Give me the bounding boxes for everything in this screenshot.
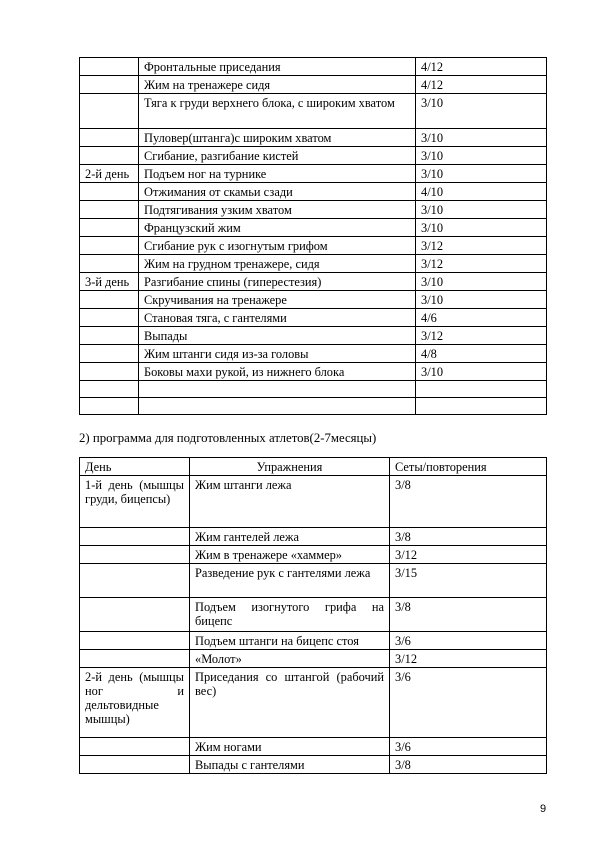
- cell-exercise: Французский жим: [139, 219, 416, 237]
- cell-exercise: Жим на тренажере сидя: [139, 76, 416, 94]
- cell-sets: 3/8: [390, 476, 547, 528]
- cell-exercise: Разведение рук с гантелями лежа: [190, 564, 390, 598]
- section-caption: 2) программа для подготовленных атлетов(2-7месяцы): [79, 431, 377, 445]
- table-row: [80, 546, 547, 564]
- cell-sets: 3/8: [390, 756, 547, 774]
- table-program-2: [79, 457, 547, 774]
- table-row: [80, 58, 547, 76]
- cell-sets: 3/10: [416, 147, 547, 165]
- cell-exercise: Выпады с гантелями: [190, 756, 390, 774]
- cell-sets: 3/10: [416, 129, 547, 147]
- cell-sets: 3/12: [390, 546, 547, 564]
- table-header-row: [80, 458, 547, 476]
- cell-exercise: Жим гантелей лежа: [190, 528, 390, 546]
- table-row: [80, 345, 547, 363]
- cell-exercise: [139, 398, 416, 415]
- cell-exercise: Жим штанги лежа: [190, 476, 390, 528]
- cell-sets: 3/12: [416, 237, 547, 255]
- cell-sets: 3/10: [416, 219, 547, 237]
- cell-sets: 3/10: [416, 273, 547, 291]
- cell-day: [80, 381, 139, 398]
- cell-exercise: Выпады: [139, 327, 416, 345]
- table-row: [80, 363, 547, 381]
- table-row: [80, 165, 547, 183]
- cell-sets: 3/6: [390, 632, 547, 650]
- table-row: [80, 398, 547, 415]
- cell-day: 1-й день (мышцы груди, бицепсы): [80, 476, 190, 528]
- cell-sets: 4/6: [416, 309, 547, 327]
- table-row: [80, 147, 547, 165]
- cell-day: [80, 632, 190, 650]
- cell-exercise: Жим на грудном тренажере, сидя: [139, 255, 416, 273]
- cell-exercise: Жим ногами: [190, 738, 390, 756]
- cell-day: [80, 94, 139, 129]
- cell-day: 3-й день: [80, 273, 139, 291]
- cell-exercise: Подъем ног на турнике: [139, 165, 416, 183]
- page-number: 9: [540, 803, 547, 815]
- cell-sets: 3/12: [390, 650, 547, 668]
- cell-exercise: Подтягивания узким хватом: [139, 201, 416, 219]
- table-row: [80, 309, 547, 327]
- cell-exercise: «Молот»: [190, 650, 390, 668]
- cell-exercise: Жим штанги сидя из-за головы: [139, 345, 416, 363]
- cell-day: [80, 650, 190, 668]
- table-row: [80, 476, 547, 528]
- table-row: [80, 564, 547, 598]
- cell-day: [80, 564, 190, 598]
- cell-exercise: Жим в тренажере «хаммер»: [190, 546, 390, 564]
- cell-day: [80, 327, 139, 345]
- table-row: [80, 381, 547, 398]
- table-row: [80, 598, 547, 632]
- table-program-1: [79, 57, 547, 415]
- cell-sets: 3/12: [416, 255, 547, 273]
- cell-day: [80, 255, 139, 273]
- cell-day: [80, 345, 139, 363]
- table-row: [80, 201, 547, 219]
- cell-day: [80, 76, 139, 94]
- cell-exercise: Приседания со штангой (рабочий вес): [190, 668, 390, 738]
- cell-exercise: Скручивания на тренажере: [139, 291, 416, 309]
- cell-day: [80, 291, 139, 309]
- cell-exercise: Боковы махи рукой, из нижнего блока: [139, 363, 416, 381]
- cell-sets: 3/10: [416, 363, 547, 381]
- table-row: [80, 76, 547, 94]
- cell-exercise: Разгибание спины (гиперестезия): [139, 273, 416, 291]
- cell-exercise: Становая тяга, с гантелями: [139, 309, 416, 327]
- cell-exercise: Отжимания от скамьи сзади: [139, 183, 416, 201]
- header-exercise: Упражнения: [190, 458, 390, 476]
- cell-sets: 4/10: [416, 183, 547, 201]
- cell-day: [80, 363, 139, 381]
- cell-sets: [416, 381, 547, 398]
- cell-exercise: Фронтальные приседания: [139, 58, 416, 76]
- cell-day: [80, 201, 139, 219]
- table-row: [80, 273, 547, 291]
- cell-day: [80, 598, 190, 632]
- cell-exercise: Сгибание рук с изогнутым грифом: [139, 237, 416, 255]
- cell-sets: 3/8: [390, 528, 547, 546]
- table-row: [80, 756, 547, 774]
- cell-day: [80, 756, 190, 774]
- table-row: [80, 650, 547, 668]
- table-row: [80, 528, 547, 546]
- table-row: [80, 327, 547, 345]
- cell-sets: 4/12: [416, 58, 547, 76]
- cell-day: [80, 237, 139, 255]
- cell-day: [80, 546, 190, 564]
- table-row: [80, 738, 547, 756]
- cell-sets: 3/8: [390, 598, 547, 632]
- cell-day: [80, 219, 139, 237]
- table-row: [80, 219, 547, 237]
- cell-sets: 3/10: [416, 291, 547, 309]
- cell-day: [80, 147, 139, 165]
- cell-sets: 3/10: [416, 201, 547, 219]
- cell-exercise: Подъем штанги на бицепс стоя: [190, 632, 390, 650]
- cell-day: 2-й день: [80, 165, 139, 183]
- cell-sets: 3/6: [390, 738, 547, 756]
- cell-day: [80, 58, 139, 76]
- cell-sets: 4/8: [416, 345, 547, 363]
- table-row: [80, 632, 547, 650]
- cell-sets: 4/12: [416, 76, 547, 94]
- cell-exercise: Подъем изогнутого грифа на бицепс: [190, 598, 390, 632]
- cell-day: [80, 738, 190, 756]
- table-row: [80, 291, 547, 309]
- cell-sets: 3/10: [416, 165, 547, 183]
- header-day: День: [80, 458, 190, 476]
- table-row: [80, 237, 547, 255]
- cell-day: [80, 528, 190, 546]
- cell-day: 2-й день (мышцы ног и дельтовидные мышцы): [80, 668, 190, 738]
- cell-day: [80, 129, 139, 147]
- table-row: [80, 668, 547, 738]
- cell-day: [80, 183, 139, 201]
- cell-exercise: Пуловер(штанга)с широким хватом: [139, 129, 416, 147]
- cell-exercise: Тяга к груди верхнего блока, с широким хватом: [139, 94, 416, 129]
- cell-sets: 3/6: [390, 668, 547, 738]
- table-row: [80, 94, 547, 129]
- cell-day: [80, 398, 139, 415]
- cell-exercise: Сгибание, разгибание кистей: [139, 147, 416, 165]
- cell-exercise: [139, 381, 416, 398]
- cell-sets: [416, 398, 547, 415]
- table-row: [80, 183, 547, 201]
- cell-sets: 3/10: [416, 94, 547, 129]
- header-sets: Сеты/повторения: [390, 458, 547, 476]
- cell-day: [80, 309, 139, 327]
- cell-sets: 3/12: [416, 327, 547, 345]
- table-row: [80, 255, 547, 273]
- table-row: [80, 129, 547, 147]
- cell-sets: 3/15: [390, 564, 547, 598]
